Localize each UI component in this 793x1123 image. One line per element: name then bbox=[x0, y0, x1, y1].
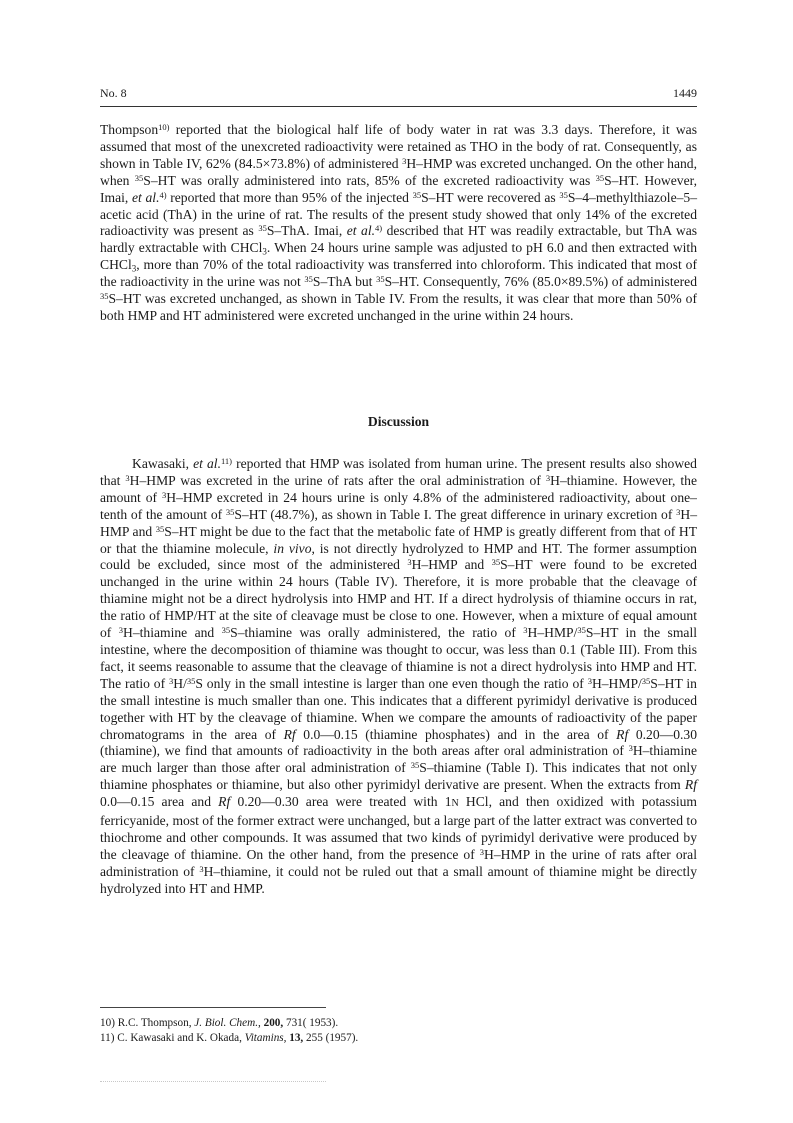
running-header bbox=[100, 86, 697, 102]
header-rule bbox=[100, 106, 697, 107]
page-number: 1449 bbox=[673, 86, 697, 100]
issue-number: No. 8 bbox=[100, 86, 127, 100]
paragraph-discussion: Kawasaki, et al.$^{11)}$ reported that HMP was isolated from human urine. The present results also showed that $^3$H–HMP was excreted in the urine of rats after the oral administration of $^3$H–thiamine. However, the amount of $^3$H–HMP excreted in 24 hours urine is only 4.8% of the administered radioactivity, about one–tenth of the amount of $^{35}$S–HT (48.7%), as shown in Table I. The great difference in urinary excretion of $^3$H–HMP and $^{35}$S–HT might be due to the fact that the metabolic fate of HMP is greatly different from that of HT or that the thiamine molecule, in vivo, is not directly hydrolyzed to HMP and HT. The former assumption could be excluded, since most of the administered $^3$H–HMP and $^{35}$S–HT were found to be excreted unchanged in the urine within 24 hours (Table IV). Therefore, it is more probable that the cleavage of thiamine might not be a direct hydrolysis into HMP and HT. If a direct hydrolysis of thiamine occurs in rat, the ratio of HMP/HT at the site of cleavage must be close to one. However, when a mixture of equal amount of $^3$H–thiamine and $^{35}$S–thiamine was orally administered, the ratio of $^3$H–HMP/$^{35}$S–HT in the small intestine, where the decomposition of thiamine was thought to occur, was less than 0.1 (Table III). From this fact, it seems reasonable to assume that the cleavage of thiamine is not a direct hydrolysis into HMP and HT. The ratio of $^3$H/$^{35}$S only in the small intestine is larger than one even though the ratio of $^3$H–HMP/$^{35}$S–HT in the small intestine is much smaller than one. This indicates that a different pyrimidyl derivative is produced together with HT by the cleavage of thiamine. When we compare the amounts of radioactivity of the paper chromatograms in the area of Rf 0.0—0.15 (thiamine phosphates) and in the area of Rf 0.20—0.30 (thiamine), we find that amounts of radioactivity in the both areas after oral administration of $^3$H–thiamine are much larger than those after oral administration of $^{35}$S–thiamine (Table I). This indicates that not only thiamine phosphates or thiamine, but also other pyrimidyl derivative are present. When the extracts from Rf 0.0—0.15 area and Rf 0.20—0.30 area were treated with 1N HCl, and then oxidized with potassium ferricyanide, most of the former extract were unchanged, but a large part of the latter extract was converted to thiochrome and other compounds. It was assumed that two kinds of pyrimidyl derivative were produced by the cleavage of thiamine. On the other hand, from the presence of $^3$H–HMP in the urine of rats after oral administration of $^3$H–thiamine, it could not be ruled out that a small amount of thiamine might be directly hydrolyzed into HT and HMP. bbox=[100, 455, 698, 896]
footnote-10: 10) R.C. Thompson, J. Biol. Chem., 200, 731( 1953). bbox=[100, 1017, 339, 1029]
section-heading: Discussion bbox=[367, 414, 430, 429]
footnotes bbox=[100, 1016, 697, 1046]
scan-artifact-line bbox=[100, 1081, 326, 1082]
paragraph-results: Thompson$^{10)}$ reported that the biological half life of body water in rat was 3.3 days. Therefore, it was assumed that most of the unexcreted radioactivity were retained as THO in the body of rat. Consequently, as shown in Table IV, 62% (84.5×73.8%) of administered $^3$H–HMP was excreted unchanged. On the other hand, when $^{35}$S–HT was orally administered into rats, 85% of the excreted radioactivity was $^{35}$S–HT. However, Imai, et al.$^{4)}$ reported that more than 95% of the injected $^{35}$S–HT were recovered as $^{35}$S–4–methylthiazole–5–acetic acid (ThA) in the urine of rat. The results of the present study showed that only 14% of the excreted radioactivity was present as $^{35}$S–ThA. Imai, et al.$^{4)}$ described that HT was readily extractable, but ThA was hardly extractable with CHCl$_3$. When 24 hours urine sample was adjusted to pH 6.0 and then extracted with CHCl$_3$, more than 70% of the total radioactivity was transferred into chloroform. This indicated that most of the radioactivity in the urine was not $^{35}$S–ThA but $^{35}$S–HT. Consequently, 76% (85.0×89.5%) of administered $^{35}$S–HT was excreted unchanged, as shown in Table IV. From the results, it was clear that more than 50% of both HMP and HT administered were excreted unchanged in the urine within 24 hours. bbox=[100, 121, 698, 323]
footnote-11: 11) C. Kawasaki and K. Okada, Vitamins, 13, 255 (1957). bbox=[100, 1032, 359, 1044]
footnote-rule bbox=[100, 1007, 326, 1008]
